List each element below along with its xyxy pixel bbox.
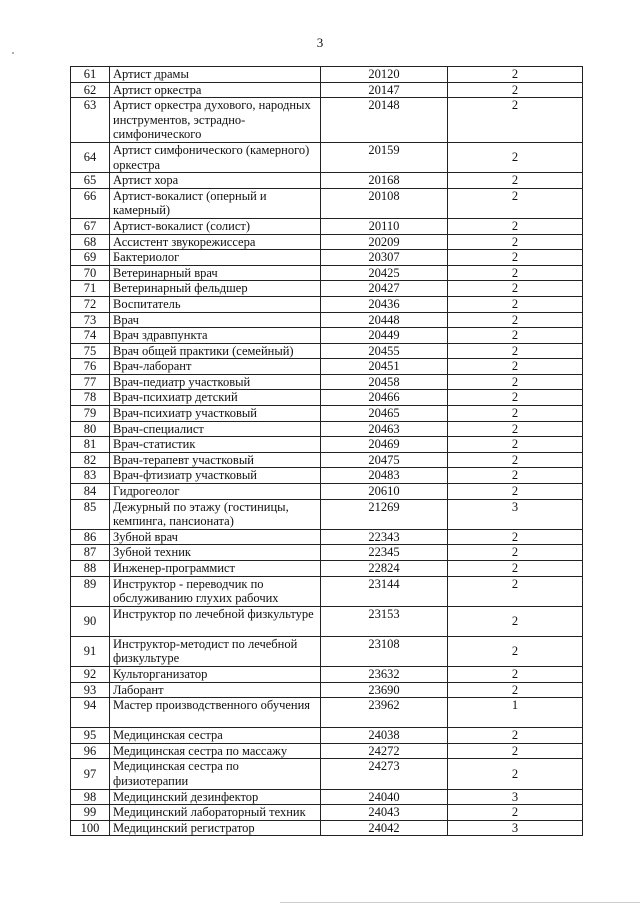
row-number: 63 bbox=[71, 98, 110, 143]
table-row bbox=[71, 421, 583, 437]
table-row bbox=[71, 390, 583, 406]
profession-code: 20610 bbox=[321, 484, 448, 500]
row-number: 93 bbox=[71, 682, 110, 698]
qualification-count: 2 bbox=[448, 281, 583, 297]
row-number: 81 bbox=[71, 437, 110, 453]
row-number: 64 bbox=[71, 142, 110, 172]
profession-name: Врач-лаборант bbox=[110, 359, 321, 375]
qualification-count: 2 bbox=[448, 606, 583, 636]
table-row bbox=[71, 682, 583, 698]
profession-name: Инструктор по лечебной физкультуре bbox=[110, 606, 321, 636]
row-number: 90 bbox=[71, 606, 110, 636]
profession-code: 20159 bbox=[321, 142, 448, 172]
row-number: 68 bbox=[71, 234, 110, 250]
qualification-count: 2 bbox=[448, 265, 583, 281]
profession-code: 20458 bbox=[321, 374, 448, 390]
qualification-count: 3 bbox=[448, 789, 583, 805]
profession-code: 20147 bbox=[321, 82, 448, 98]
profession-name: Медицинский лабораторный техник bbox=[110, 805, 321, 821]
table-row bbox=[71, 265, 583, 281]
profession-name: Ветеринарный врач bbox=[110, 265, 321, 281]
table-row bbox=[71, 234, 583, 250]
row-number: 84 bbox=[71, 484, 110, 500]
profession-name: Инженер-программист bbox=[110, 561, 321, 577]
qualification-count: 2 bbox=[448, 343, 583, 359]
scan-edge-line bbox=[280, 902, 640, 903]
row-number: 66 bbox=[71, 188, 110, 218]
qualification-count: 2 bbox=[448, 67, 583, 83]
qualification-count: 2 bbox=[448, 468, 583, 484]
profession-code: 20466 bbox=[321, 390, 448, 406]
profession-code: 23108 bbox=[321, 636, 448, 666]
table-row bbox=[71, 82, 583, 98]
qualification-count: 2 bbox=[448, 561, 583, 577]
row-number: 83 bbox=[71, 468, 110, 484]
qualification-count: 3 bbox=[448, 820, 583, 836]
qualification-count: 2 bbox=[448, 666, 583, 682]
qualification-count: 2 bbox=[448, 529, 583, 545]
qualification-count: 2 bbox=[448, 484, 583, 500]
profession-code: 23144 bbox=[321, 576, 448, 606]
profession-code: 20449 bbox=[321, 328, 448, 344]
profession-code: 24043 bbox=[321, 805, 448, 821]
profession-code: 22824 bbox=[321, 561, 448, 577]
table-row bbox=[71, 142, 583, 172]
row-number: 61 bbox=[71, 67, 110, 83]
profession-name: Зубной врач bbox=[110, 529, 321, 545]
profession-name: Культорганизатор bbox=[110, 666, 321, 682]
profession-name: Медицинская сестра bbox=[110, 728, 321, 744]
profession-name: Врач-терапевт участковый bbox=[110, 452, 321, 468]
qualification-count: 2 bbox=[448, 743, 583, 759]
table-row bbox=[71, 218, 583, 234]
table-row bbox=[71, 561, 583, 577]
profession-name: Врач bbox=[110, 312, 321, 328]
row-number: 88 bbox=[71, 561, 110, 577]
table-row bbox=[71, 484, 583, 500]
row-number: 65 bbox=[71, 173, 110, 189]
profession-name: Врач-статистик bbox=[110, 437, 321, 453]
row-number: 72 bbox=[71, 296, 110, 312]
profession-code: 20465 bbox=[321, 406, 448, 422]
row-number: 91 bbox=[71, 636, 110, 666]
qualification-count: 2 bbox=[448, 390, 583, 406]
profession-code: 24272 bbox=[321, 743, 448, 759]
profession-name: Врач-фтизиатр участковый bbox=[110, 468, 321, 484]
row-number: 70 bbox=[71, 265, 110, 281]
row-number: 85 bbox=[71, 499, 110, 529]
profession-name: Зубной техник bbox=[110, 545, 321, 561]
profession-name: Медицинский дезинфектор bbox=[110, 789, 321, 805]
table-row bbox=[71, 545, 583, 561]
row-number: 77 bbox=[71, 374, 110, 390]
profession-name: Врач-педиатр участковый bbox=[110, 374, 321, 390]
profession-code: 22343 bbox=[321, 529, 448, 545]
qualification-count: 2 bbox=[448, 218, 583, 234]
page-number: 3 bbox=[316, 35, 324, 50]
table-row bbox=[71, 452, 583, 468]
row-number: 71 bbox=[71, 281, 110, 297]
row-number: 89 bbox=[71, 576, 110, 606]
table-row bbox=[71, 789, 583, 805]
row-number: 96 bbox=[71, 743, 110, 759]
profession-name: Воспитатель bbox=[110, 296, 321, 312]
profession-name: Ассистент звукорежиссера bbox=[110, 234, 321, 250]
profession-name: Инструктор - переводчик по обслуживанию глухих рабочих bbox=[110, 576, 321, 606]
table-row bbox=[71, 743, 583, 759]
row-number: 82 bbox=[71, 452, 110, 468]
qualification-count: 2 bbox=[448, 545, 583, 561]
profession-code: 20455 bbox=[321, 343, 448, 359]
row-number: 69 bbox=[71, 250, 110, 266]
profession-name: Врач-специалист bbox=[110, 421, 321, 437]
table-body bbox=[71, 67, 583, 836]
table-row bbox=[71, 805, 583, 821]
profession-code: 22345 bbox=[321, 545, 448, 561]
profession-name: Лаборант bbox=[110, 682, 321, 698]
row-number: 99 bbox=[71, 805, 110, 821]
profession-name: Ветеринарный фельдшер bbox=[110, 281, 321, 297]
profession-code: 24273 bbox=[321, 759, 448, 789]
row-number: 80 bbox=[71, 421, 110, 437]
qualification-count: 2 bbox=[448, 406, 583, 422]
qualification-count: 2 bbox=[448, 173, 583, 189]
profession-name: Гидрогеолог bbox=[110, 484, 321, 500]
profession-code: 20425 bbox=[321, 265, 448, 281]
profession-name: Мастер производственного обучения bbox=[110, 698, 321, 728]
qualification-count: 1 bbox=[448, 698, 583, 728]
profession-name: Артист хора bbox=[110, 173, 321, 189]
table-row bbox=[71, 188, 583, 218]
row-number: 75 bbox=[71, 343, 110, 359]
profession-code: 20209 bbox=[321, 234, 448, 250]
profession-name: Медицинская сестра по физиотерапии bbox=[110, 759, 321, 789]
profession-code: 20469 bbox=[321, 437, 448, 453]
profession-code: 20451 bbox=[321, 359, 448, 375]
profession-name: Артист-вокалист (солист) bbox=[110, 218, 321, 234]
row-number: 79 bbox=[71, 406, 110, 422]
table-row bbox=[71, 529, 583, 545]
profession-name: Медицинская сестра по массажу bbox=[110, 743, 321, 759]
table-row bbox=[71, 468, 583, 484]
qualification-count: 2 bbox=[448, 328, 583, 344]
row-number: 62 bbox=[71, 82, 110, 98]
profession-code: 21269 bbox=[321, 499, 448, 529]
table-row bbox=[71, 437, 583, 453]
profession-name: Артист симфонического (камерного) оркестра bbox=[110, 142, 321, 172]
table-row bbox=[71, 67, 583, 83]
row-number: 86 bbox=[71, 529, 110, 545]
qualification-count: 2 bbox=[448, 452, 583, 468]
profession-name: Врач здравпункта bbox=[110, 328, 321, 344]
profession-code: 20436 bbox=[321, 296, 448, 312]
qualification-count: 2 bbox=[448, 234, 583, 250]
row-number: 92 bbox=[71, 666, 110, 682]
table-row bbox=[71, 606, 583, 636]
qualification-count: 2 bbox=[448, 296, 583, 312]
row-number: 73 bbox=[71, 312, 110, 328]
profession-name: Медицинский регистратор bbox=[110, 820, 321, 836]
qualification-count: 2 bbox=[448, 250, 583, 266]
row-number: 94 bbox=[71, 698, 110, 728]
table-row bbox=[71, 666, 583, 682]
scan-mark bbox=[12, 52, 14, 54]
table-row bbox=[71, 499, 583, 529]
profession-code: 20120 bbox=[321, 67, 448, 83]
row-number: 87 bbox=[71, 545, 110, 561]
qualification-count: 2 bbox=[448, 805, 583, 821]
table-row bbox=[71, 328, 583, 344]
profession-name: Дежурный по этажу (гостиницы, кемпинга, пансионата) bbox=[110, 499, 321, 529]
profession-code: 20475 bbox=[321, 452, 448, 468]
profession-code: 20307 bbox=[321, 250, 448, 266]
qualification-count: 2 bbox=[448, 359, 583, 375]
profession-name: Бактериолог bbox=[110, 250, 321, 266]
table-row bbox=[71, 312, 583, 328]
table-row bbox=[71, 576, 583, 606]
profession-code: 20148 bbox=[321, 98, 448, 143]
profession-name: Врач-психиатр детский bbox=[110, 390, 321, 406]
profession-code: 20448 bbox=[321, 312, 448, 328]
qualification-count: 2 bbox=[448, 82, 583, 98]
qualification-count: 2 bbox=[448, 98, 583, 143]
profession-name: Артист оркестра bbox=[110, 82, 321, 98]
row-number: 67 bbox=[71, 218, 110, 234]
qualification-count: 2 bbox=[448, 636, 583, 666]
profession-code: 20168 bbox=[321, 173, 448, 189]
table-row bbox=[71, 359, 583, 375]
qualification-count: 2 bbox=[448, 188, 583, 218]
table-row bbox=[71, 343, 583, 359]
qualification-count: 2 bbox=[448, 682, 583, 698]
table-row bbox=[71, 698, 583, 728]
table-row bbox=[71, 406, 583, 422]
row-number: 76 bbox=[71, 359, 110, 375]
qualification-count: 2 bbox=[448, 421, 583, 437]
qualification-count: 2 bbox=[448, 437, 583, 453]
qualification-count: 2 bbox=[448, 312, 583, 328]
row-number: 78 bbox=[71, 390, 110, 406]
profession-code: 23962 bbox=[321, 698, 448, 728]
profession-code: 23632 bbox=[321, 666, 448, 682]
table-row bbox=[71, 281, 583, 297]
row-number: 100 bbox=[71, 820, 110, 836]
table-row bbox=[71, 728, 583, 744]
profession-code: 20427 bbox=[321, 281, 448, 297]
profession-code: 20463 bbox=[321, 421, 448, 437]
table-row bbox=[71, 250, 583, 266]
row-number: 97 bbox=[71, 759, 110, 789]
row-number: 98 bbox=[71, 789, 110, 805]
table-row bbox=[71, 296, 583, 312]
row-number: 74 bbox=[71, 328, 110, 344]
qualification-count: 2 bbox=[448, 576, 583, 606]
profession-code: 24042 bbox=[321, 820, 448, 836]
table-row bbox=[71, 173, 583, 189]
profession-name: Артист оркестра духового, народных инструментов, эстрадно-симфонического bbox=[110, 98, 321, 143]
profession-code: 24040 bbox=[321, 789, 448, 805]
qualification-count: 2 bbox=[448, 142, 583, 172]
profession-name: Врач общей практики (семейный) bbox=[110, 343, 321, 359]
profession-code: 23690 bbox=[321, 682, 448, 698]
profession-name: Артист драмы bbox=[110, 67, 321, 83]
profession-name: Артист-вокалист (оперный и камерный) bbox=[110, 188, 321, 218]
row-number: 95 bbox=[71, 728, 110, 744]
profession-code: 24038 bbox=[321, 728, 448, 744]
qualification-count: 3 bbox=[448, 499, 583, 529]
profession-code: 23153 bbox=[321, 606, 448, 636]
profession-code: 20108 bbox=[321, 188, 448, 218]
profession-code: 20483 bbox=[321, 468, 448, 484]
profession-name: Инструктор-методист по лечебной физкультуре bbox=[110, 636, 321, 666]
qualification-count: 2 bbox=[448, 759, 583, 789]
profession-code: 20110 bbox=[321, 218, 448, 234]
profession-table bbox=[70, 66, 583, 836]
table-row bbox=[71, 636, 583, 666]
qualification-count: 2 bbox=[448, 728, 583, 744]
table-row bbox=[71, 759, 583, 789]
table-row bbox=[71, 98, 583, 143]
table-row bbox=[71, 820, 583, 836]
table-row bbox=[71, 374, 583, 390]
qualification-count: 2 bbox=[448, 374, 583, 390]
profession-name: Врач-психиатр участковый bbox=[110, 406, 321, 422]
